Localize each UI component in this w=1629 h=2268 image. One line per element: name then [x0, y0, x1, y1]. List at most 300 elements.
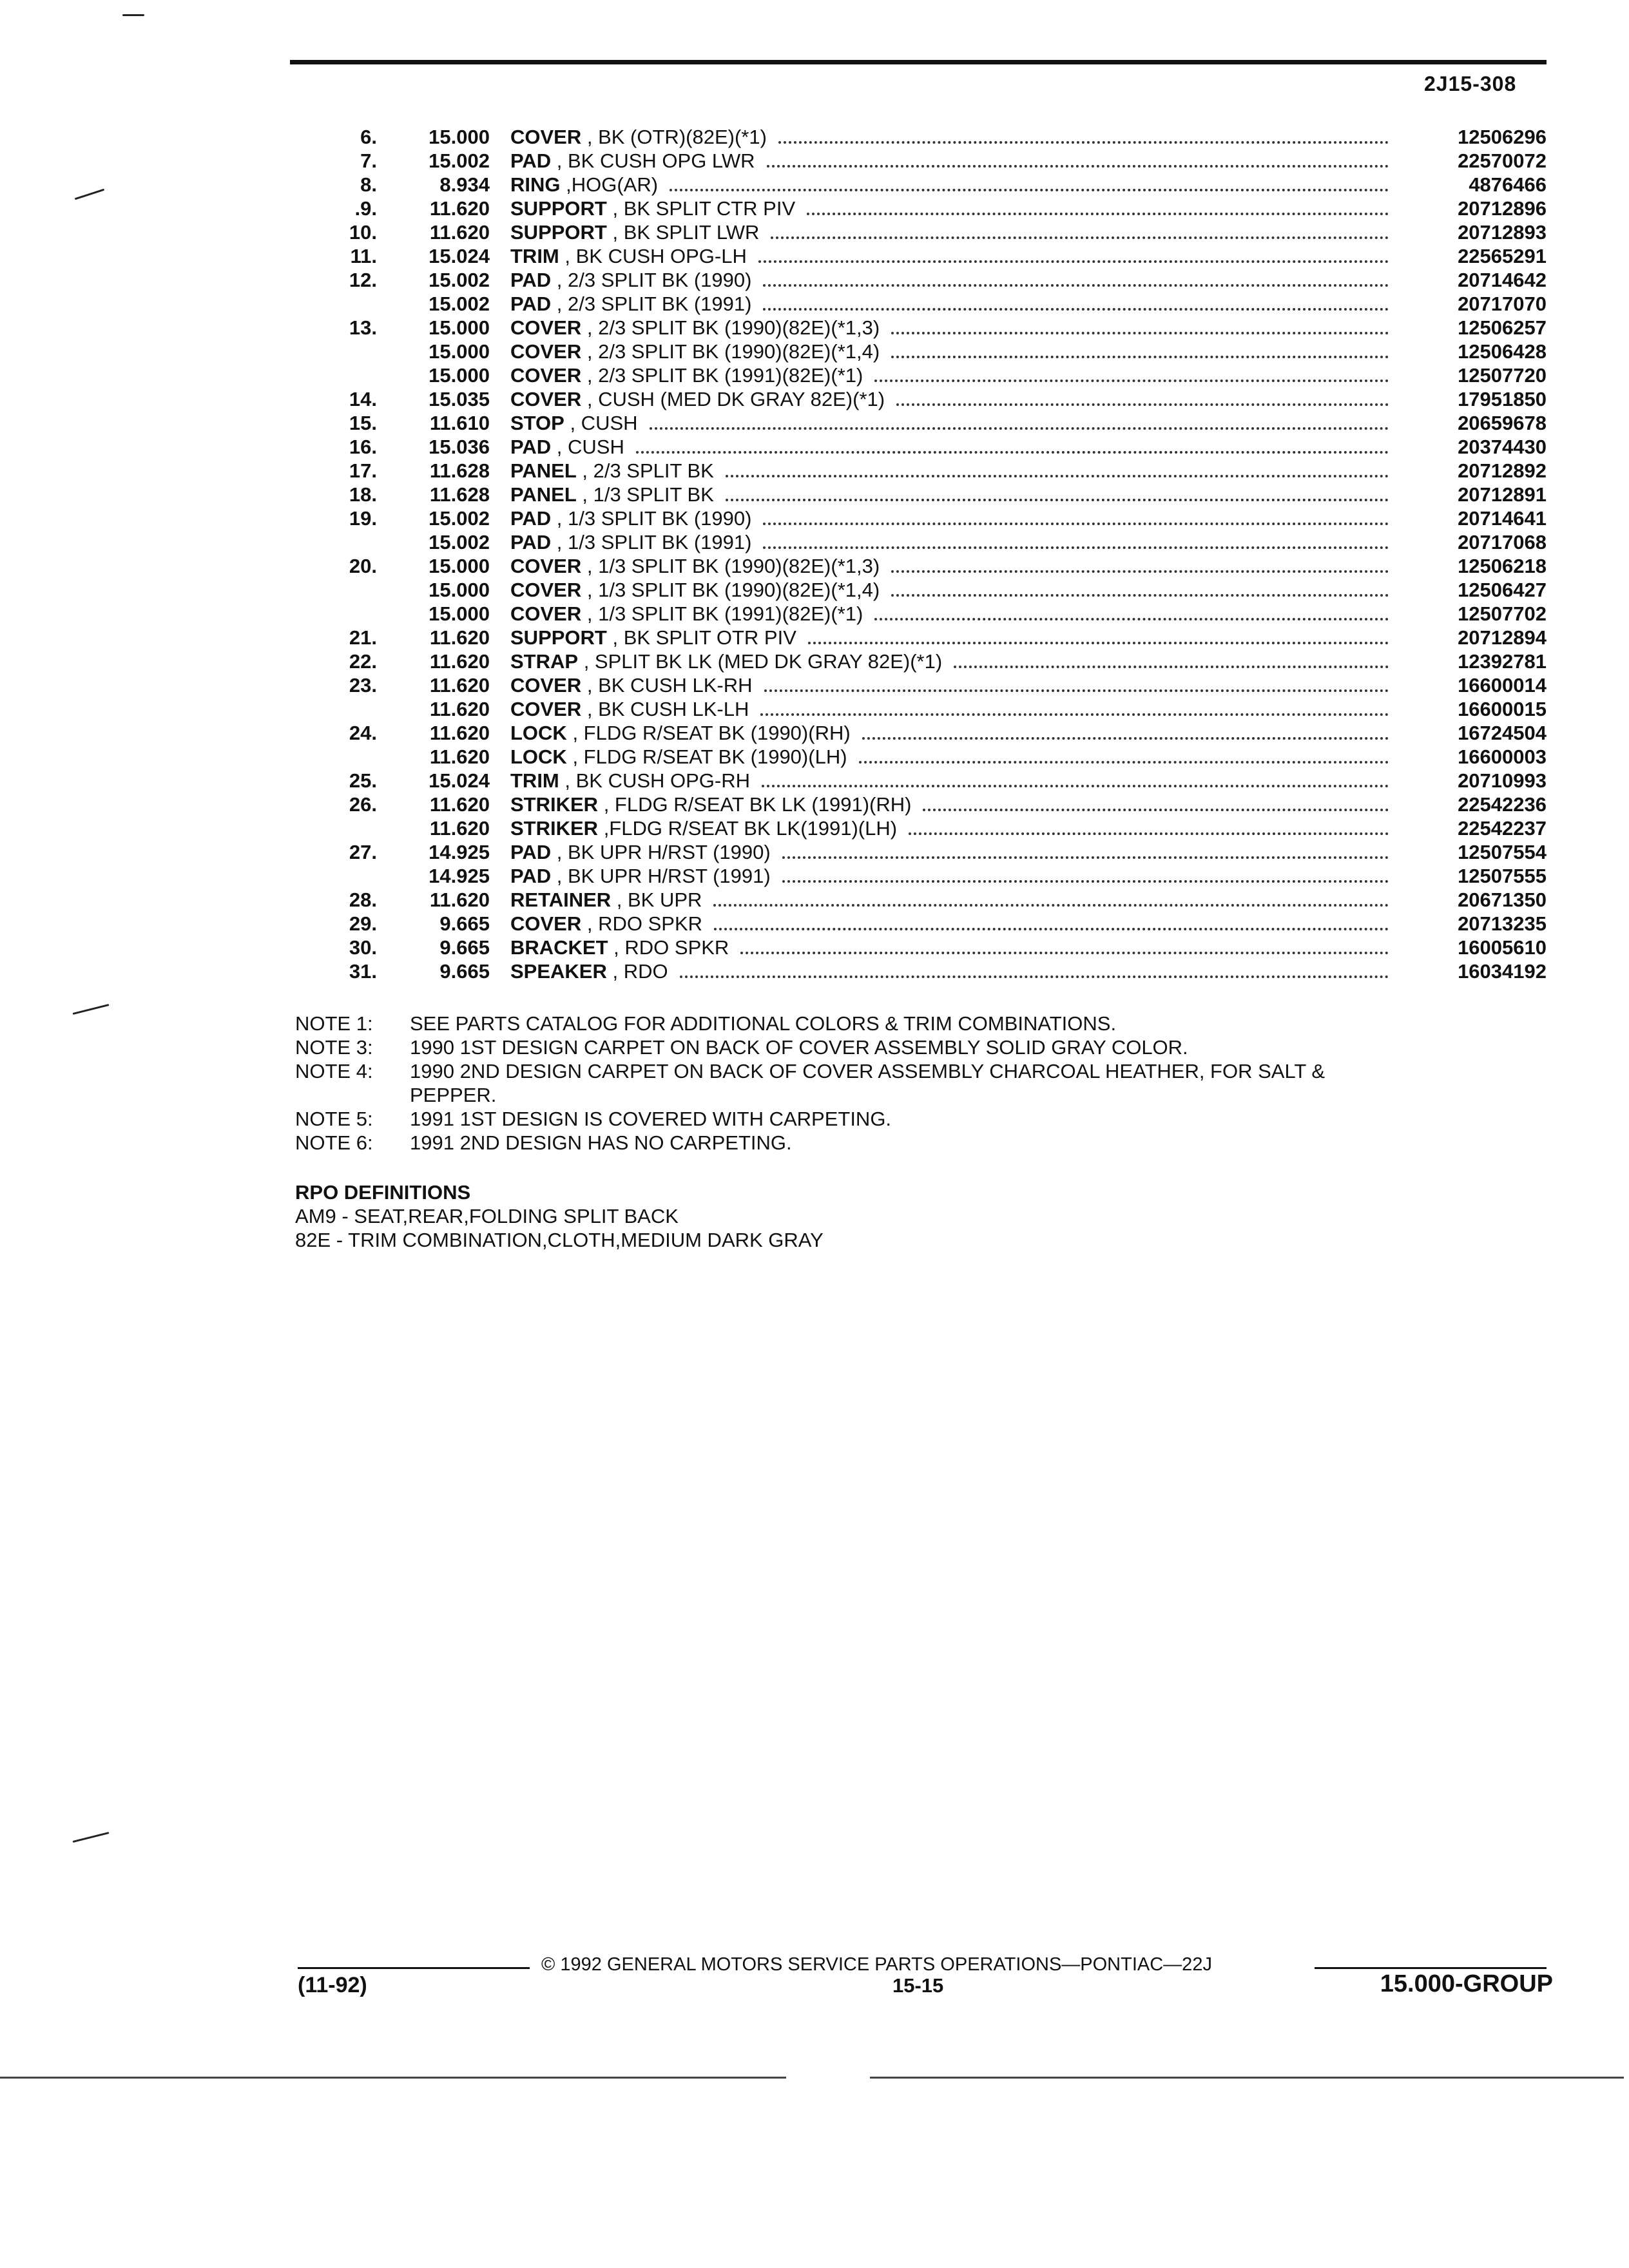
part-name: PAD	[510, 293, 552, 315]
part-detail: , BK CUSH OPG-LH	[559, 245, 747, 267]
part-description	[510, 554, 1395, 579]
note-text: 1991 1ST DESIGN IS COVERED WITH CARPETING.	[410, 1108, 892, 1130]
part-number: 16034192	[1458, 960, 1547, 983]
item-number: 11.	[350, 245, 377, 267]
leader-dots	[680, 975, 1389, 978]
item-number: 10.	[349, 221, 377, 244]
part-number: 20710993	[1458, 769, 1547, 792]
part-name: COVER	[510, 555, 582, 577]
part-name: STOP	[510, 412, 564, 434]
group-number: 15.000	[429, 126, 490, 148]
part-detail: , 2/3 SPLIT BK (1990)(82E)(*1,4)	[581, 340, 880, 363]
part-name: COVER	[510, 579, 582, 601]
scan-mark	[75, 189, 105, 200]
part-detail: , BK UPR H/RST (1990)	[551, 841, 771, 863]
scan-mark	[122, 14, 144, 16]
part-detail: , 1/3 SPLIT BK (1991)(82E)(*1)	[581, 602, 863, 625]
part-detail: ,FLDG R/SEAT BK LK(1991)(LH)	[598, 817, 898, 840]
part-detail: , 2/3 SPLIT BK (1990)	[551, 269, 752, 291]
part-row	[271, 316, 1547, 340]
group-label: 15.000-GROUP	[1380, 1970, 1553, 1997]
part-description	[510, 316, 1395, 341]
part-name: TRIM	[510, 245, 559, 267]
leader-dots	[807, 213, 1389, 215]
part-name: COVER	[510, 340, 582, 363]
part-row	[271, 244, 1547, 268]
page-number: 15-15	[892, 1974, 944, 1997]
part-detail: , FLDG R/SEAT BK (1990)(RH)	[566, 722, 851, 744]
part-row	[271, 769, 1547, 793]
item-number: 20.	[349, 555, 377, 577]
group-number: 11.620	[429, 650, 490, 673]
part-description	[510, 292, 1395, 317]
group-number: 15.000	[429, 602, 490, 625]
part-name: COVER	[510, 388, 582, 410]
part-name: STRIKER	[510, 817, 599, 840]
part-description	[510, 721, 1395, 746]
leader-dots	[874, 380, 1389, 382]
part-detail: , 2/3 SPLIT BK (1991)(82E)(*1)	[581, 364, 863, 387]
group-number: 11.620	[429, 817, 490, 840]
item-number: 14.	[349, 388, 377, 410]
rpo-item: AM9 - SEAT,REAR,FOLDING SPLIT BACK	[295, 1205, 679, 1227]
note-label: NOTE 1:	[295, 1012, 373, 1035]
part-name: COVER	[510, 364, 582, 387]
part-row	[271, 649, 1547, 673]
part-name: PANEL	[510, 483, 577, 506]
item-number: 17.	[349, 459, 377, 482]
part-detail: , 2/3 SPLIT BK (1990)(82E)(*1,3)	[581, 316, 880, 339]
leader-dots	[778, 141, 1389, 144]
part-description	[510, 673, 1395, 698]
bottom-rule-right	[870, 2077, 1624, 2079]
leader-dots	[771, 236, 1389, 239]
leader-dots	[923, 809, 1389, 811]
part-row	[271, 173, 1547, 197]
item-number: 26.	[349, 793, 377, 816]
part-name: LOCK	[510, 722, 567, 744]
part-description	[510, 506, 1395, 532]
part-number: 20714642	[1458, 269, 1547, 291]
part-number: 16600003	[1458, 745, 1547, 768]
part-row	[271, 745, 1547, 769]
group-number: 15.000	[429, 316, 490, 339]
part-description	[510, 864, 1395, 889]
part-number: 20712893	[1458, 221, 1547, 244]
leader-dots	[874, 618, 1389, 620]
part-detail: , CUSH	[564, 412, 638, 434]
rpo-definitions	[295, 1180, 824, 1252]
part-description	[510, 459, 1395, 484]
part-description	[510, 268, 1395, 293]
part-name: PAD	[510, 436, 552, 458]
part-detail: , BK SPLIT OTR PIV	[606, 626, 796, 649]
part-number: 12506257	[1458, 316, 1547, 339]
item-number: 31.	[349, 960, 377, 983]
leader-dots	[763, 308, 1389, 311]
part-detail: , RDO SPKR	[608, 936, 729, 959]
note-text: 1991 2ND DESIGN HAS NO CARPETING.	[410, 1131, 792, 1154]
part-detail: , SPLIT BK LK (MED DK GRAY 82E)(*1)	[578, 650, 943, 673]
leader-dots	[714, 928, 1389, 930]
item-number: .9.	[354, 197, 377, 220]
group-number: 14.925	[429, 841, 490, 863]
part-description	[510, 197, 1395, 222]
part-description	[510, 793, 1395, 818]
part-detail: , BK UPR	[611, 889, 702, 911]
part-detail: , FLDG R/SEAT BK (1990)(LH)	[566, 745, 847, 768]
part-detail: , 2/3 SPLIT BK	[576, 459, 714, 482]
group-number: 9.665	[439, 960, 490, 983]
rpo-item: 82E - TRIM COMBINATION,CLOTH,MEDIUM DARK GRAY	[295, 1229, 824, 1251]
part-detail: , RDO SPKR	[581, 912, 703, 935]
part-description	[510, 769, 1395, 794]
bottom-rule-left	[0, 2077, 786, 2079]
part-description	[510, 888, 1395, 913]
leader-dots	[740, 952, 1389, 954]
part-number: 12506427	[1458, 579, 1547, 601]
part-description	[510, 816, 1395, 841]
group-number: 8.934	[439, 173, 490, 196]
item-number: 18.	[349, 483, 377, 506]
group-number: 15.035	[429, 388, 490, 410]
part-description	[510, 626, 1395, 651]
part-detail: , BK SPLIT CTR PIV	[606, 197, 796, 220]
part-name: COVER	[510, 602, 582, 625]
group-number: 15.024	[429, 769, 490, 792]
part-name: SUPPORT	[510, 221, 607, 244]
part-row	[271, 602, 1547, 626]
item-number: 24.	[349, 722, 377, 744]
note-line	[295, 1083, 1552, 1107]
part-row	[271, 793, 1547, 816]
part-row	[271, 149, 1547, 173]
leader-dots	[862, 737, 1389, 740]
part-description	[510, 530, 1395, 555]
part-detail: , BK (OTR)(82E)(*1)	[581, 126, 767, 148]
part-description	[510, 435, 1395, 460]
part-detail: , CUSH	[551, 436, 624, 458]
group-number: 11.620	[429, 197, 490, 220]
note-line	[295, 1012, 1552, 1035]
part-number: 12507555	[1458, 865, 1547, 887]
part-description	[510, 578, 1395, 603]
part-row	[271, 411, 1547, 435]
leader-dots	[763, 546, 1389, 549]
group-number: 15.024	[429, 245, 490, 267]
part-name: SPEAKER	[510, 960, 607, 983]
item-number: 21.	[349, 626, 377, 649]
leader-dots	[650, 427, 1389, 430]
group-number: 11.620	[429, 626, 490, 649]
part-number: 22542237	[1458, 817, 1547, 840]
document-code: 2J15-308	[1424, 72, 1517, 95]
copyright-notice: © 1992 GENERAL MOTORS SERVICE PARTS OPERATIONS—PONTIAC—22J	[541, 1954, 1212, 1975]
group-number: 15.002	[429, 269, 490, 291]
part-number: 12507554	[1458, 841, 1547, 863]
part-row	[271, 912, 1547, 936]
part-row	[271, 888, 1547, 912]
leader-dots	[896, 403, 1389, 406]
part-detail: , 2/3 SPLIT BK (1991)	[551, 293, 752, 315]
part-detail: , CUSH (MED DK GRAY 82E)(*1)	[581, 388, 885, 410]
part-description	[510, 840, 1395, 865]
group-number: 11.610	[429, 412, 490, 434]
item-number: 15.	[349, 412, 377, 434]
group-number: 11.620	[429, 793, 490, 816]
part-row	[271, 435, 1547, 459]
part-name: PANEL	[510, 459, 577, 482]
item-number: 25.	[349, 769, 377, 792]
note-label: NOTE 5:	[295, 1108, 373, 1130]
group-number: 11.620	[429, 889, 490, 911]
part-detail: , 1/3 SPLIT BK (1991)	[551, 531, 752, 553]
part-description	[510, 936, 1395, 961]
group-number: 15.000	[429, 340, 490, 363]
part-name: SUPPORT	[510, 197, 607, 220]
part-description	[510, 363, 1395, 389]
item-number: 16.	[349, 436, 377, 458]
group-number: 11.620	[429, 221, 490, 244]
part-description	[510, 697, 1395, 722]
part-description	[510, 959, 1395, 985]
part-name: RETAINER	[510, 889, 612, 911]
note-line	[295, 1035, 1552, 1059]
part-number: 16600015	[1458, 698, 1547, 720]
part-name: COVER	[510, 674, 582, 697]
group-number: 11.628	[429, 483, 490, 506]
leader-dots	[891, 594, 1389, 597]
part-row	[271, 721, 1547, 745]
part-number: 20659678	[1458, 412, 1547, 434]
part-row	[271, 292, 1547, 316]
part-number: 16724504	[1458, 722, 1547, 744]
scan-mark	[72, 1004, 109, 1015]
part-number: 22570072	[1458, 149, 1547, 172]
note-text: SEE PARTS CATALOG FOR ADDITIONAL COLORS & TRIM COMBINATIONS.	[410, 1012, 1117, 1035]
item-number: 22.	[349, 650, 377, 673]
group-number: 11.620	[429, 745, 490, 768]
part-number: 20717070	[1458, 293, 1547, 315]
part-description	[510, 220, 1395, 245]
part-name: RING	[510, 173, 561, 196]
leader-dots	[859, 761, 1389, 764]
group-number: 15.000	[429, 364, 490, 387]
part-detail: , BK CUSH OPG LWR	[551, 149, 755, 172]
note-line	[295, 1131, 1552, 1155]
part-description	[510, 602, 1395, 627]
note-line	[295, 1059, 1552, 1083]
part-number: 12507720	[1458, 364, 1547, 387]
part-detail: , BK CUSH OPG-RH	[559, 769, 751, 792]
leader-dots	[891, 332, 1389, 334]
part-number: 20374430	[1458, 436, 1547, 458]
part-description	[510, 340, 1395, 365]
footer-rule-left	[298, 1967, 530, 1969]
leader-dots	[808, 642, 1389, 644]
top-rule	[290, 60, 1547, 64]
group-number: 15.000	[429, 555, 490, 577]
note-text: PEPPER.	[410, 1084, 497, 1106]
leader-dots	[670, 189, 1389, 191]
item-number: 8.	[360, 173, 377, 196]
part-row	[271, 125, 1547, 149]
part-name: COVER	[510, 698, 582, 720]
leader-dots	[891, 356, 1389, 358]
part-name: PAD	[510, 149, 552, 172]
part-row	[271, 554, 1547, 578]
note-label: NOTE 6:	[295, 1131, 373, 1154]
part-number: 20713235	[1458, 912, 1547, 935]
part-name: PAD	[510, 531, 552, 553]
part-description	[510, 149, 1395, 174]
part-number: 17951850	[1458, 388, 1547, 410]
leader-dots	[891, 570, 1389, 573]
part-description	[510, 387, 1395, 412]
part-row	[271, 626, 1547, 649]
item-number: 30.	[349, 936, 377, 959]
part-name: STRAP	[510, 650, 579, 673]
part-row	[271, 936, 1547, 959]
part-detail: ,HOG(AR)	[560, 173, 659, 196]
part-description	[510, 483, 1395, 508]
part-number: 20717068	[1458, 531, 1547, 553]
group-number: 15.002	[429, 507, 490, 530]
leader-dots	[763, 523, 1389, 525]
leader-dots	[767, 165, 1389, 168]
revision-date: (11-92)	[298, 1973, 367, 1997]
part-number: 22565291	[1458, 245, 1547, 267]
part-number: 20712892	[1458, 459, 1547, 482]
leader-dots	[636, 451, 1389, 454]
part-number: 12506218	[1458, 555, 1547, 577]
note-label	[295, 1083, 410, 1107]
item-number: 6.	[360, 126, 377, 148]
part-number: 20671350	[1458, 889, 1547, 911]
group-number: 15.000	[429, 579, 490, 601]
footer-rule-right	[1315, 1967, 1547, 1969]
part-description	[510, 411, 1395, 436]
part-description	[510, 745, 1395, 770]
part-row	[271, 506, 1547, 530]
part-row	[271, 459, 1547, 483]
note-text: 1990 1ST DESIGN CARPET ON BACK OF COVER ASSEMBLY SOLID GRAY COLOR.	[410, 1036, 1188, 1059]
part-description	[510, 125, 1395, 150]
part-detail: , 1/3 SPLIT BK (1990)(82E)(*1,3)	[581, 555, 880, 577]
group-number: 11.620	[429, 722, 490, 744]
group-number: 15.002	[429, 149, 490, 172]
part-number: 12506296	[1458, 126, 1547, 148]
part-number: 20712896	[1458, 197, 1547, 220]
part-number: 16005610	[1458, 936, 1547, 959]
part-detail: , BK SPLIT LWR	[606, 221, 760, 244]
leader-dots	[909, 832, 1389, 835]
part-detail: , 1/3 SPLIT BK	[576, 483, 714, 506]
part-row	[271, 268, 1547, 292]
part-row	[271, 840, 1547, 864]
part-name: PAD	[510, 865, 552, 887]
part-number: 20712894	[1458, 626, 1547, 649]
item-number: 28.	[349, 889, 377, 911]
group-number: 15.002	[429, 531, 490, 553]
note-text: 1990 2ND DESIGN CARPET ON BACK OF COVER ASSEMBLY CHARCOAL HEATHER, FOR SALT &	[410, 1060, 1325, 1082]
item-number: 19.	[349, 507, 377, 530]
part-name: PAD	[510, 841, 552, 863]
part-name: COVER	[510, 912, 582, 935]
item-number: 29.	[349, 912, 377, 935]
part-number: 12392781	[1458, 650, 1547, 673]
notes-section	[295, 1012, 1552, 1155]
part-detail: , BK CUSH LK-RH	[581, 674, 753, 697]
part-detail: , FLDG R/SEAT BK LK (1991)(RH)	[598, 793, 912, 816]
part-row	[271, 578, 1547, 602]
leader-dots	[782, 880, 1389, 883]
part-number: 20714641	[1458, 507, 1547, 530]
group-number: 11.620	[429, 674, 490, 697]
leader-dots	[726, 499, 1389, 501]
part-row	[271, 197, 1547, 220]
leader-dots	[762, 785, 1389, 787]
part-row	[271, 959, 1547, 983]
part-name: COVER	[510, 316, 582, 339]
part-row	[271, 387, 1547, 411]
part-name: PAD	[510, 507, 552, 530]
part-name: TRIM	[510, 769, 559, 792]
part-number: 4876466	[1469, 173, 1547, 196]
note-line	[295, 1107, 1552, 1131]
part-name: PAD	[510, 269, 552, 291]
group-number: 11.620	[429, 698, 490, 720]
group-number: 9.665	[439, 912, 490, 935]
part-name: BRACKET	[510, 936, 608, 959]
part-number: 12506428	[1458, 340, 1547, 363]
leader-dots	[726, 475, 1389, 477]
part-name: LOCK	[510, 745, 567, 768]
group-number: 14.925	[429, 865, 490, 887]
leader-dots	[954, 666, 1389, 668]
group-number: 9.665	[439, 936, 490, 959]
part-number: 16600014	[1458, 674, 1547, 697]
note-label: NOTE 4:	[295, 1060, 373, 1082]
part-description	[510, 912, 1395, 937]
part-row	[271, 340, 1547, 363]
rpo-heading: RPO DEFINITIONS	[295, 1181, 471, 1204]
group-number: 15.002	[429, 293, 490, 315]
part-row	[271, 363, 1547, 387]
part-number: 20712891	[1458, 483, 1547, 506]
part-detail: , RDO	[606, 960, 668, 983]
part-row	[271, 220, 1547, 244]
part-number: 22542236	[1458, 793, 1547, 816]
part-row	[271, 864, 1547, 888]
part-number: 12507702	[1458, 602, 1547, 625]
leader-dots	[760, 713, 1389, 716]
part-detail: , BK UPR H/RST (1991)	[551, 865, 771, 887]
part-row	[271, 816, 1547, 840]
item-number: 13.	[349, 316, 377, 339]
leader-dots	[758, 260, 1389, 263]
part-detail: , 1/3 SPLIT BK (1990)(82E)(*1,4)	[581, 579, 880, 601]
group-number: 11.628	[429, 459, 490, 482]
item-number: 7.	[360, 149, 377, 172]
part-name: STRIKER	[510, 793, 599, 816]
part-name: SUPPORT	[510, 626, 607, 649]
part-detail: , 1/3 SPLIT BK (1990)	[551, 507, 752, 530]
part-detail: , BK CUSH LK-LH	[581, 698, 749, 720]
item-number: 23.	[349, 674, 377, 697]
leader-dots	[763, 284, 1389, 287]
leader-dots	[713, 904, 1389, 907]
